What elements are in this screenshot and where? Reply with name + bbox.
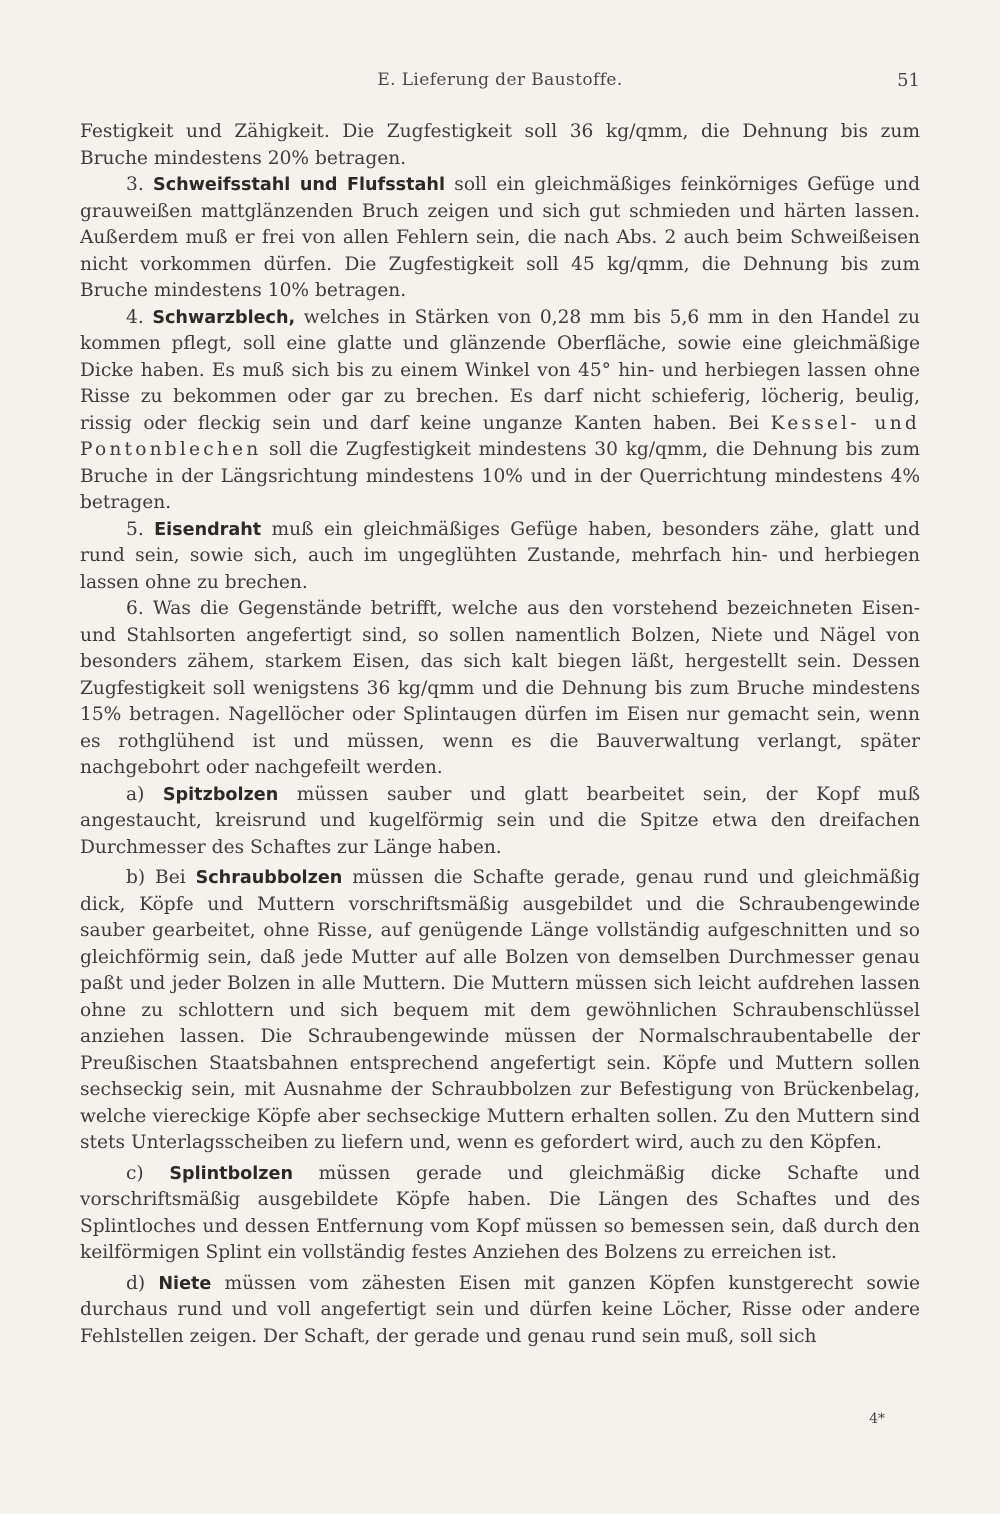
paragraph-number: d) — [126, 1272, 146, 1294]
keyword-schweissstahl: Schweifsstahl und Flufsstahl — [153, 175, 445, 195]
signature-mark: 4* — [869, 1411, 885, 1427]
paragraph-6: 6. Was die Gegenstände betrifft, welche aus den vorstehend bezeichneten Eisen- und Stahlsorten angefertigt sind, so sollen namentlich Bolzen, Niete und Nägel von besonders zähem, starkem Eisen, das sich kalt biegen läßt, hergestellt sein. Dessen Zugfestigkeit soll wenigstens 36 kg/qmm und die Dehnung bis zum Bruche mindestens 15% betragen. Nagellöcher oder Splintaugen dürfen im Eisen nur gemacht sein, wenn es rothglühend ist und müssen, wenn es die Bauverwaltung verlangt, später nachgebohrt oder nachgefeilt werden. — [80, 598, 920, 778]
paragraph-number: 4. — [126, 306, 144, 328]
page-header — [80, 70, 920, 100]
paragraph-5 — [80, 517, 920, 597]
paragraph-text: müssen gerade und gleichmäßig dicke Schafte und vorschriftsmäßig ausgebildete Köpfe haben. Die Längen des Schaftes und des Splintloches und dessen Entfernung vom Kopf müssen so bemessen sein, daß durch den keilförmigen Splint ein vollständig festes Anziehen des Bolzens zu erreichen ist. — [80, 1162, 920, 1263]
paragraph-3 — [80, 172, 920, 305]
body-text — [80, 119, 920, 1350]
paragraph-text: soll die Zugfestigkeit mindestens 30 kg/qmm, die Dehnung bis zum Bruche in der Längsrichtung mindestens 10% und in der Querrichtung mindestens 4% betragen. — [80, 439, 920, 513]
spaced-term-kesselbleche: Kessel- und Pontonblechen — [80, 412, 920, 460]
paragraph-number: 5. — [126, 518, 144, 540]
paragraph-number: c) — [126, 1162, 144, 1184]
paragraph-text: muß ein gleichmäßiges Gefüge haben, besonders zähe, glatt und rund sein, sowie sich, auch im ungeglühten Zustande, mehrfach hin- und herbiegen lassen ohne zu brechen. — [80, 518, 920, 593]
keyword-splintbolzen: Splintbolzen — [169, 1163, 293, 1184]
paragraph-continuation: Festigkeit und Zähigkeit. Die Zugfestigkeit soll 36 kg/qmm, die Dehnung bis zum Bruche mindestens 20% betragen. — [80, 121, 920, 169]
paragraph-b — [80, 865, 920, 1157]
keyword-eisendraht: Eisendraht — [154, 519, 262, 540]
keyword-schwarzblech: Schwarzblech, — [152, 307, 296, 328]
paragraph-text: soll ein gleichmäßiges feinkörniges Gefüge und grauweißen mattglänzenden Bruch zeigen und sich gut schmieden und härten lassen. Außerdem muß er frei von allen Fehlern sein, die nach Abs. 2 auch beim Schweißeisen nicht vorkommen dürfen. Die Zugfestigkeit soll 45 kg/qmm, die Dehnung bis zum Bruche mindestens 10% betragen. — [80, 174, 920, 301]
paragraph-number: b) Bei — [126, 867, 186, 888]
paragraph-number: 3. — [126, 174, 144, 195]
keyword-niete: Niete — [158, 1273, 212, 1294]
page-number: 51 — [897, 70, 920, 91]
paragraph-a — [80, 782, 920, 862]
paragraph-text: welches in Stärken von 0,28 mm bis 5,6 mm in den Handel zu kommen pflegt, soll eine glatte und glänzende Oberfläche, sowie eine gleichmäßige Dicke haben. Es muß sich bis zu einem Winkel von 45° hin- und herbiegen lassen ohne Risse zu bekommen oder gar zu brechen. Es darf nicht schieferig, löcherig, beulig, rissig oder fleckig sein und darf keine unganze Kanten haben. Bei — [80, 306, 920, 434]
paragraph-c — [80, 1161, 920, 1267]
paragraph-d — [80, 1271, 920, 1351]
paragraph-number: a) — [126, 783, 145, 805]
paragraph-text: müssen sauber und glatt bearbeitet sein, der Kopf muß angestaucht, kreisrund und kugelförmig sein und die Spitze etwa den dreifachen Durchmesser des Schaftes zur Länge haben. — [80, 783, 920, 858]
keyword-spitzbolzen: Spitzbolzen — [162, 784, 279, 805]
keyword-schraubbolzen: Schraubbolzen — [195, 868, 343, 888]
running-title: E. Lieferung der Baustoffe. — [377, 70, 623, 90]
paragraph-4 — [80, 305, 920, 517]
paragraph-text: müssen die Schafte gerade, genau rund und gleichmäßig dick, Köpfe und Muttern vorschriftsmäßig ausgebildet und die Schraubengewinde sauber gearbeitet, ohne Risse, auf genügende Länge vollständig aufgeschnitten und so gleichförmig sein, daß jede Mutter auf alle Bolzen von demselben Durchmesser genau paßt und jeder Bolzen in alle Muttern. Die Muttern müssen sich leicht aufdrehen lassen ohne zu schlottern und sich bequem mit dem gewöhnlichen Schraubenschlüssel anziehen lassen. Die Schraubengewinde müssen der Normalschraubentabelle der Preußischen Staatsbahnen entsprechend angefertigt sein. Köpfe und Muttern sollen sechseckig sein, mit Ausnahme der Schraubbolzen zur Befestigung von Brückenbelag, welche viereckige Köpfe aber sechseckige Muttern erhalten sollen. Zu den Muttern sind stets Unterlagsscheiben zu liefern und, wenn es gefordert wird, auch zu den Köpfen. — [80, 867, 920, 1153]
paragraph-text: müssen vom zähesten Eisen mit ganzen Köpfen kunstgerecht sowie durchaus rund und voll angefertigt sein und dürfen keine Löcher, Risse oder andere Fehlstellen zeigen. Der Schaft, der gerade und genau rund sein muß, soll sich — [80, 1272, 921, 1347]
